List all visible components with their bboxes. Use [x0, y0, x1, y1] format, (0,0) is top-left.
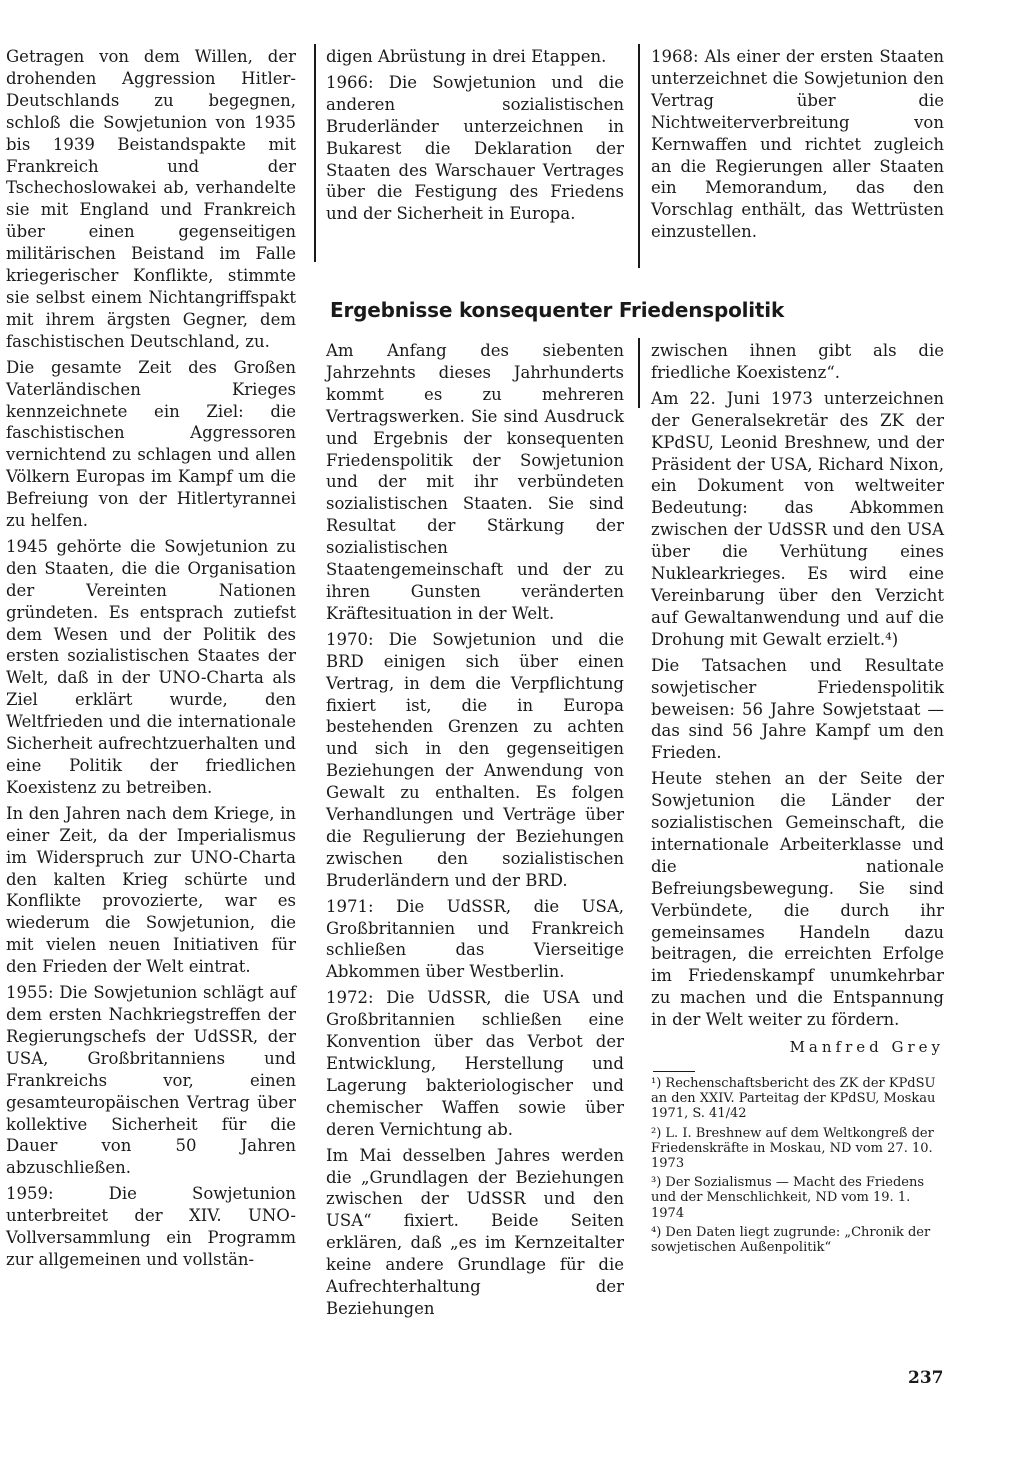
paragraph: Am 22. Juni 1973 unterzeichnen der Generalsekretär des ZK der KPdSU, Leonid Breshnew, und der Präsident der USA, Richard Nixon, ein Dokument von weltweiter Bedeutung: das Abkommen zwischen der UdSSR und den USA über die Verhütung eines Nuklearkrieges. Es wird eine Vereinbarung über den Verzicht auf Gewaltanwendung und auf die Drohung mit Gewalt erzielt.⁴) [651, 388, 944, 649]
paragraph: 1971: Die UdSSR, die USA, Großbritannien und Frankreich schließen das Vierseitige Abkommen über Westberlin. [326, 896, 624, 982]
column-middle-top [326, 46, 624, 225]
paragraph: Am Anfang des siebenten Jahrzehnts dieses Jahrhunderts kommt es zu mehreren Vertragswerken. Sie sind Ausdruck und Ergebnis der konsequenten Friedenspolitik der Sowjetunion und der mit ihr verbündeten sozialistischen Staaten. Sie sind Resultat der Stärkung der sozialistischen Staatengemeinschaft und der zu ihren Gunsten veränderten Kräftesituation in der Welt. [326, 341, 624, 623]
footnote: ³) Der Sozialismus — Macht des Friedens und der Menschlichkeit, ND vom 19. 1. 1974 [651, 1175, 925, 1221]
paragraph: Im Mai desselben Jahres werden die „Grundlagen der Beziehungen zwischen der UdSSR und den USA“ fixiert. Beide Seiten erklären, daß „es im Kernzeitalter keine andere Grundlage für die Aufrechterhaltung der Beziehungen [326, 1145, 624, 1318]
column-rule-left [314, 44, 316, 262]
paragraph: Die Tatsachen und Resultate sowjetischer Friedenspolitik beweisen: 56 Jahre Sowjetstaat — das sind 56 Jahre Kampf um den Frieden. [651, 655, 944, 763]
paragraph: 1955: Die Sowjetunion schlägt auf dem ersten Nachkriegstreffen der Regierungschefs der UdSSR, der USA, Großbritanniens und Frankreichs vor, einen gesamteuropäischen Vertrag über kollektive Sicherheit für die Dauer von 50 Jahren abzuschließen. [6, 983, 296, 1178]
column-right-bottom [651, 340, 944, 1255]
column-middle-bottom [326, 340, 624, 1320]
section-heading: Ergebnisse konsequenter Friedenspolitik [330, 298, 785, 322]
column-left [6, 46, 296, 1271]
page-number: 237 [908, 1368, 944, 1388]
paragraph: Heute stehen an der Seite der Sowjetunion die Länder der sozialistischen Gemeinschaft, die internationale Arbeiterklasse und die nationale Befreiungsbewegung. Sie sind Verbündete, die durch ihr gemeinsames Handeln dazu beitragen, die erreichten Erfolge im Friedenskampf unumkehrbar zu machen und die Entspannung in der Welt weiter zu fördern. [651, 769, 944, 1030]
footnote: ¹) Rechenschaftsbericht des ZK der KPdSU an den XXIV. Parteitag der KPdSU, Moskau 1971, S. 41/42 [651, 1076, 936, 1122]
paragraph: Die gesamte Zeit des Großen Vaterländischen Krieges kennzeichnete ein Ziel: die faschistischen Aggressoren vernichtend zu schlagen und allen Völkern Europas im Kampf um die Befreiung von der Hitlertyrannei zu helfen. [6, 357, 296, 531]
column-right-top [651, 46, 944, 243]
column-rule-right [638, 44, 640, 268]
paragraph: 1968: Als einer der ersten Staaten unterzeichnet die Sowjetunion den Vertrag über die Nichtweiterverbreitung von Kernwaffen und richtet zugleich an die Regierungen aller Staaten ein Memorandum, das den Vorschlag enthält, das Wettrüsten einzustellen. [651, 47, 944, 242]
paragraph: zwischen ihnen gibt als die friedliche Koexistenz“. [651, 341, 944, 382]
column-rule-lower [638, 338, 640, 408]
paragraph: Getragen von dem Willen, der drohenden Aggression Hitler-Deutschlands zu begegnen, schloß die Sowjetunion von 1935 bis 1939 Beistandspakte mit Frankreich und der Tschechoslowakei ab, verhandelte sie mit England und Frankreich über einen gegenseitigen militärischen Beistand im Falle kriegerischer Konflikte, stimmte sie selbst einem Nichtangriffspakt mit ihrem ärgsten Gegner, dem faschistischen Deutschland, zu. [6, 47, 296, 351]
paragraph: digen Abrüstung in drei Etappen. [326, 47, 607, 66]
paragraph: 1966: Die Sowjetunion und die anderen sozialistischen Bruderländer unterzeichnen in Bukarest die Deklaration der Staaten des Warschauer Vertrages über die Festigung des Friedens und der Sicherheit in Europa. [326, 72, 624, 224]
paragraph: 1945 gehörte die Sowjetunion zu den Staaten, die die Organisation der Vereinten Nationen gründeten. Es entsprach zutiefst dem Wesen und der Politik des ersten sozialistischen Staates der Welt, daß in der UNO-Charta als Ziel erklärt wurde, den Weltfrieden und die internationale Sicherheit aufrechtzuerhalten und eine Politik der friedlichen Koexistenz zu betreiben. [6, 536, 296, 797]
footnote: ²) L. I. Breshnew auf dem Weltkongreß der Friedenskräfte in Moskau, ND vom 27. 10. 1973 [651, 1125, 934, 1172]
author-signature: Manfred Grey [789, 1038, 944, 1057]
paragraph: 1970: Die Sowjetunion und die BRD einigen sich über einen Vertrag, in dem die Verpflichtung fixiert ist, die in Europa bestehenden Grenzen zu achten und sich in den gegenseitigen Beziehungen der Anwendung von Gewalt zu enthalten. Es folgen Verhandlungen und Verträge über die Regulierung der Beziehungen zwischen den sozialistischen Bruderländern und der BRD. [326, 629, 624, 890]
footnote: ⁴) Den Daten liegt zugrunde: „Chronik der sowjetischen Außenpolitik“ [651, 1224, 931, 1256]
footnote-separator [653, 1071, 695, 1072]
paragraph: In den Jahren nach dem Kriege, in einer Zeit, da der Imperialismus im Widerspruch zur UNO-Charta den kalten Krieg schürte und Konflikte provozierte, war es wiederum die Sowjetunion, die mit vielen neuen Initiativen für den Frieden der Welt eintrat. [6, 803, 296, 977]
paragraph: 1959: Die Sowjetunion unterbreitet der XIV. UNO-Vollversammlung ein Programm zur allgemeinen und vollstän- [6, 1184, 296, 1269]
paragraph: 1972: Die UdSSR, die USA und Großbritannien schließen eine Konvention über das Verbot der Entwicklung, Herstellung und Lagerung bakteriologischer und chemischer Waffen sowie über deren Vernichtung ab. [326, 988, 624, 1139]
